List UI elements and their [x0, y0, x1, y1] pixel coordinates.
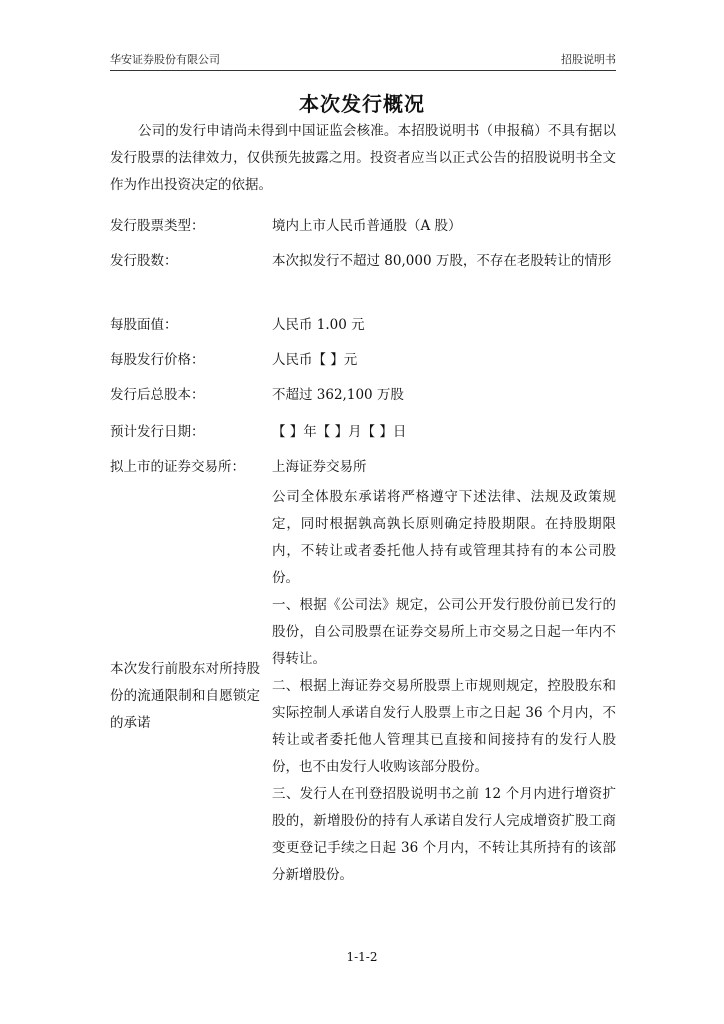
header-doc-type: 招股说明书 [561, 53, 616, 66]
row-value: 【 】年【 】月【 】日 [272, 424, 407, 440]
commitment-paragraph: 公司全体股东承诺将严格遵守下述法律、法规及政策规定，同时根据孰高孰长原则确定持股期限。在持股期限内，不转让或者委托他人持有或管理其持有的本公司股份。 [272, 489, 616, 586]
row-value: 境内上市人民币普通股（A 股） [272, 218, 462, 234]
page-number: 1-1-2 [346, 950, 378, 964]
row-label: 预计发行日期： [110, 424, 205, 440]
row-value: 人民币 1.00 元 [272, 317, 365, 333]
commitment-text [272, 484, 616, 889]
row-label: 每股面值： [110, 317, 178, 333]
page-header [110, 48, 616, 71]
commitment-paragraph: 三、发行人在刊登招股说明书之前 12 个月内进行增资扩股的，新增股份的持有人承诺自发行人完成增资扩股工商变更登记手续之日起 36 个月内，不转让其所持有的该部分新增股份。 [272, 786, 616, 883]
page-title: 本次发行概况 [299, 92, 425, 116]
row-label: 发行股票类型： [110, 218, 205, 234]
row-value: 不超过 362,100 万股 [272, 387, 404, 403]
commitment-label: 本次发行前股东对所持股份的流通限制和自愿锁定的承诺 [110, 661, 260, 731]
row-value: 本次拟发行不超过 80,000 万股，不存在老股转让的情形 [272, 253, 612, 269]
row-value: 上海证券交易所 [272, 459, 367, 475]
row-label: 每股发行价格： [110, 352, 205, 368]
intro-paragraph: 公司的发行申请尚未得到中国证监会核准。本招股说明书（申报稿）不具有据以发行股票的法律效力，仅供预先披露之用。投资者应当以正式公告的招股说明书全文作为作出投资决定的依据。 [110, 123, 616, 193]
row-label: 拟上市的证券交易所： [110, 459, 245, 475]
header-company: 华安证券股份有限公司 [110, 53, 220, 66]
row-label: 发行后总股本： [110, 387, 205, 403]
row-value: 人民币【 】元 [272, 352, 358, 368]
commitment-paragraph: 二、根据上海证券交易所股票上市规则规定，控股股东和实际控制人承诺自发行人股票上市之日起 36 个月内，不转让或者委托他人管理其已直接和间接持有的发行人股份，也不由发行人收购该部分股份。 [272, 678, 616, 775]
row-label: 发行股数： [110, 253, 178, 269]
commitment-paragraph: 一、根据《公司法》规定，公司公开发行股份前已发行的股份，自公司股票在证券交易所上市交易之日起一年内不得转让。 [272, 597, 616, 667]
